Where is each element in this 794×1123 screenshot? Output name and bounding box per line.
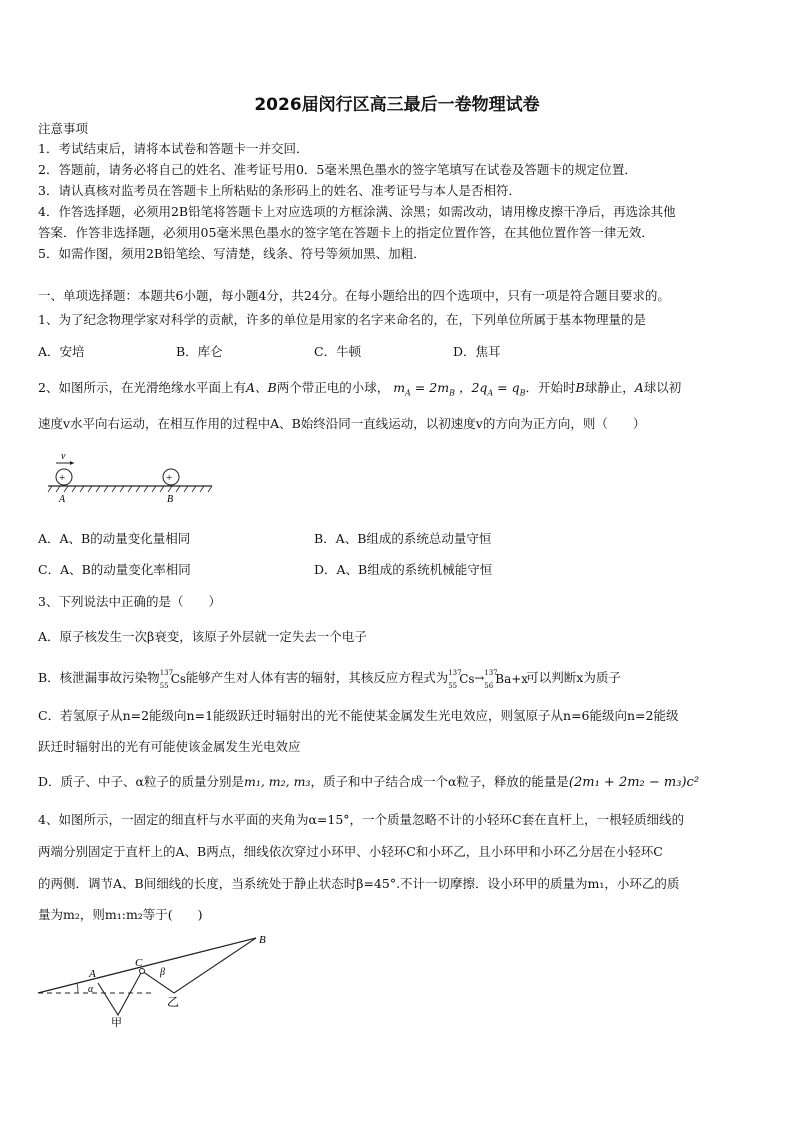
label-beta: β — [160, 967, 165, 978]
q2-text: ．开始时 — [525, 380, 576, 395]
question-2-line-2: 速度v水平向右运动，在相互作用的过程中A、B始终沿同一直线运动，以初速度v的方向为正方向，则（ ） — [38, 416, 646, 431]
q2-text: 两个带正电的小球， — [276, 380, 390, 395]
label-a: A — [89, 968, 96, 980]
q2-figure — [40, 450, 220, 510]
label-yi: 乙 — [167, 995, 180, 1009]
q2-option-c: C．A、B的动量变化率相同 — [38, 562, 191, 577]
q1-option-b: B．库仑 — [176, 344, 223, 359]
q2-text: A — [634, 380, 644, 395]
arrow-icon: → — [474, 671, 485, 685]
isotope-cs: 137 55 Cs — [159, 668, 187, 690]
note-item: 答案．作答非选择题，必须用05毫米黑色墨水的签字笔在答题卡上的指定位置作答，在其他位置作答一律无效． — [38, 225, 654, 240]
question-1-stem: 1、为了纪念物理学家对科学的贡献，许多的单位是用家的名字来命名的，在，下列单位所属于基本物理量的是 — [38, 312, 646, 327]
question-2-line-1 — [38, 380, 681, 402]
q2-option-a: A．A、B的动量变化量相同 — [38, 531, 191, 546]
q3-option-b: B．核泄漏事故污染物 137 55 Cs 能够产生对人体有害的辐射，其核反应方程式为 137 55 Cs → 137 56 Ba+x 可以判断x为质子 — [38, 668, 621, 690]
inclined-rod — [38, 938, 256, 993]
label-b: B — [259, 934, 266, 946]
question-3-stem: 3、下列说法中正确的是（ ） — [38, 594, 221, 609]
isotope-ba: 137 56 Ba+x — [484, 668, 529, 690]
q3-option-a: A．原子核发生一次β衰变，该原子外层就一定失去一个电子 — [38, 629, 367, 644]
q2-text: 球以初 — [643, 380, 682, 395]
question-4-line: 4、如图所示，一固定的细直杆与水平面的夹角为α=15°，一个质量忽略不计的小轻环C套在直杆上，一根轻质细线的 — [38, 812, 685, 827]
q2-text: A、B — [245, 380, 277, 395]
isotope-cs: 137 55 Cs — [448, 668, 475, 690]
q2-eq-mass: $m_A = 2m_B$ — [393, 380, 455, 398]
angle-arc-alpha — [77, 983, 78, 993]
ring-c — [140, 969, 145, 974]
question-4-line: 两端分别固定于直杆上的A、B两点，细线依次穿过小环甲、小轻环C和小环乙，且小环甲和小环乙分居在小轻环C — [38, 844, 663, 859]
q1-option-d: D．焦耳 — [453, 344, 501, 359]
q2-text: B — [575, 380, 585, 395]
q3-option-c-line-1: C．若氢原子从n=2能级向n=1能级跃迁时辐射出的光不能使某金属发生光电效应，则氢原子从n=6能级向n=2能级 — [38, 708, 679, 723]
label-a: A — [59, 494, 66, 505]
label-c: C — [135, 957, 143, 969]
note-item: 4．作答选择题，必须用2B铅笔将答题卡上对应选项的方框涂满、涂黑；如需改动，请用橡皮擦干净后，再选涂其他 — [38, 204, 676, 219]
arrow-head-icon — [70, 461, 74, 465]
label-jia: 甲 — [111, 1017, 122, 1029]
q2-eq-charge: ，$2q_A = q_B$ — [458, 380, 526, 398]
note-item: 5．如需作图，须用2B铅笔绘、写清楚，线条、符号等须加黑、加粗． — [38, 246, 426, 261]
q2-text: 球静止， — [584, 380, 635, 395]
section-heading: 一、单项选择题：本题共6小题，每小题4分，共24分。在每小题给出的四个选项中，只有一项是符合题目要求的。 — [38, 288, 670, 303]
note-item: 3．请认真核对监考员在答题卡上所粘贴的条形码上的姓名、准考证号与本人是否相符． — [38, 183, 521, 198]
ground-hatching — [48, 486, 212, 492]
q1-option-a: A．安培 — [38, 344, 85, 359]
label-b: B — [167, 494, 174, 505]
note-item: 2．答题前，请务必将自己的姓名、准考证号用0．5毫米黑色墨水的签字笔填写在试卷及答题卡的规定位置． — [38, 162, 637, 177]
q4-figure — [34, 925, 274, 1030]
question-4-line: 的两侧．调节A、B间细线的长度，当系统处于静止状态时β=45°.不计一切摩擦．设小环甲的质量为m₁，小环乙的质 — [38, 876, 680, 891]
q3-option-c-line-2: 跃迁时辐射出的光有可能使该金属发生光电效应 — [38, 739, 301, 754]
q3-option-d: D．质子、中子、α粒子的质量分别是m₁, m₂, m₃，质子和中子结合成一个α粒子，释放的能量是(2m₁ + 2m₂ − m₃)c² — [38, 774, 700, 790]
label-alpha: α — [88, 984, 94, 995]
q2-text: 2、如图所示，在光滑绝缘水平面上有 — [38, 380, 246, 395]
label-v: v — [61, 451, 66, 462]
notes-heading: 注意事项 — [38, 121, 89, 136]
plus-icon: + — [166, 472, 173, 484]
q2-option-d: D．A、B组成的系统机械能守恒 — [314, 562, 493, 577]
page-title: 2026届闵行区高三最后一卷物理试卷 — [254, 95, 540, 115]
question-4-line: 量为m₂，则m₁:m₂等于( ) — [38, 907, 203, 922]
note-item: 1．考试结束后，请将本试卷和答题卡一并交回． — [38, 141, 309, 156]
q2-option-b: B．A、B组成的系统总动量守恒 — [314, 531, 492, 546]
q1-option-c: C．牛顿 — [314, 344, 362, 359]
plus-icon: + — [59, 472, 66, 484]
